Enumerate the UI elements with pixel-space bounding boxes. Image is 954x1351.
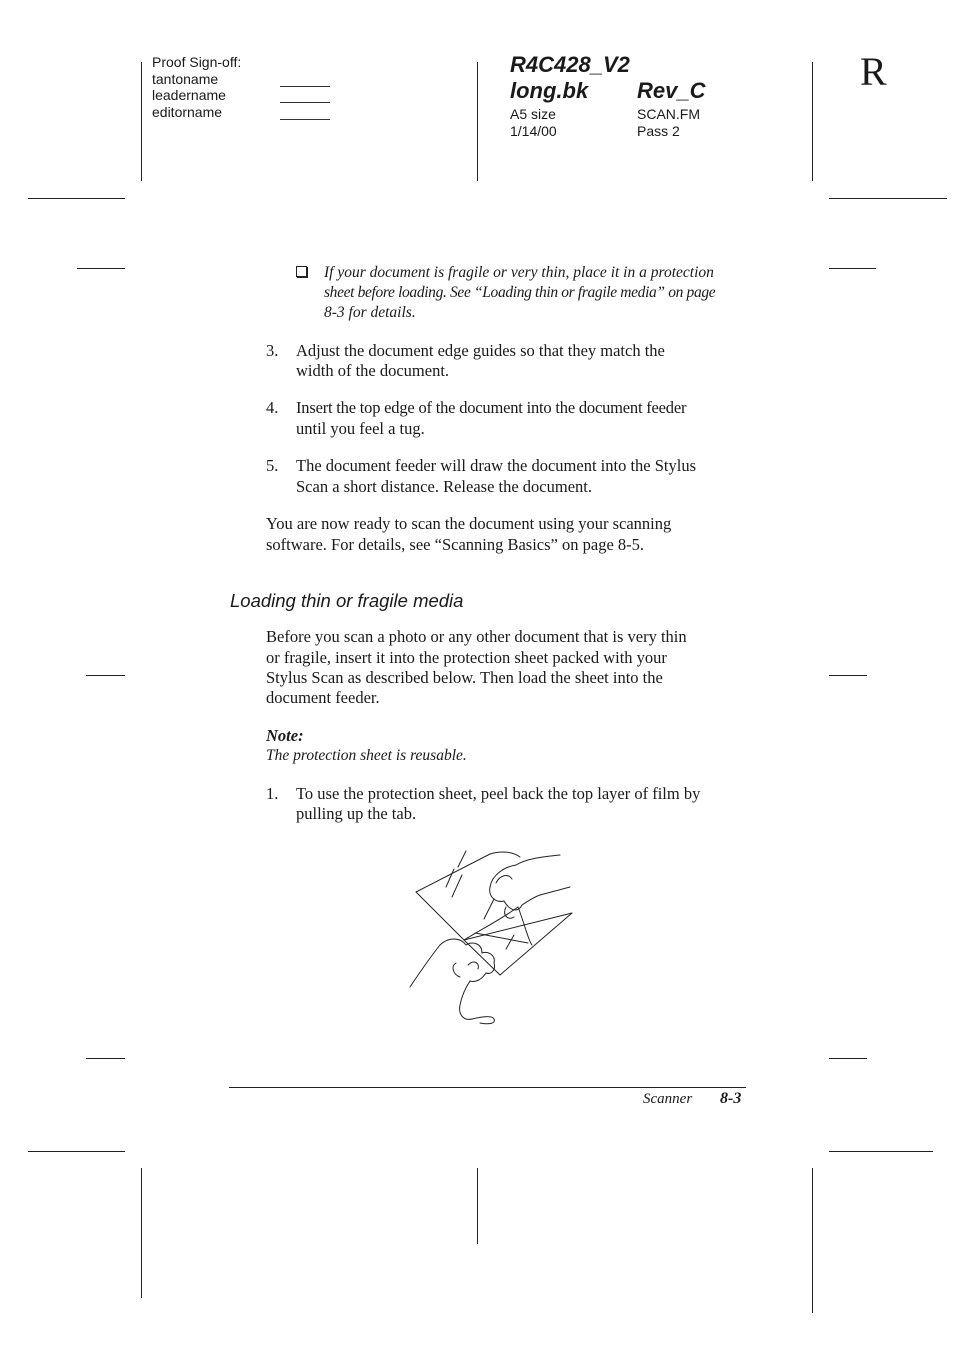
- step-line: Adjust the document edge guides so that they match the: [296, 341, 665, 360]
- step-line: The document feeder will draw the document into the Stylus: [296, 456, 697, 475]
- checkbox-bullet-icon: [296, 266, 307, 277]
- bullet-line: sheet before loading. See “Loading thin or fragile media” on page: [324, 284, 716, 301]
- crop-mark: [477, 62, 478, 181]
- crop-mark: [28, 198, 125, 199]
- doc-file: SCAN.FM: [637, 106, 700, 122]
- step-line: pulling up the tab.: [296, 804, 417, 823]
- section-heading: Loading thin or fragile media: [230, 590, 464, 611]
- crop-mark: [141, 62, 142, 181]
- signoff-line: [280, 86, 330, 87]
- peeling-sheet-illustration: [400, 845, 580, 1030]
- doc-size: A5 size: [510, 106, 556, 122]
- footer-section: Scanner: [643, 1091, 693, 1107]
- body-line: Before you scan a photo or any other document that is very thin: [266, 627, 687, 646]
- body-line: or fragile, insert it into the protection sheet packed with your: [266, 648, 667, 667]
- crop-mark: [829, 198, 947, 199]
- step-line: Scan a short distance. Release the document.: [296, 477, 592, 496]
- crop-mark: [86, 1058, 125, 1059]
- proof-editor: editorname: [152, 103, 223, 120]
- doc-code: R4C428_V2: [510, 52, 630, 77]
- crop-mark: [829, 1151, 933, 1152]
- crop-mark: [141, 1168, 142, 1298]
- crop-mark: [829, 675, 867, 676]
- signoff-line: [280, 119, 330, 120]
- crop-mark: [77, 268, 125, 269]
- proof-label: Proof Sign-off:: [152, 54, 242, 70]
- crop-mark: [812, 62, 813, 181]
- corner-letter: R: [860, 49, 887, 94]
- note-label: Note:: [266, 726, 304, 745]
- step-number: 3.: [266, 341, 279, 360]
- body-line: software. For details, see “Scanning Basics” on page 8-5.: [266, 535, 645, 554]
- step-number: 4.: [266, 398, 279, 417]
- doc-book: long.bk: [510, 78, 589, 103]
- note-text: The protection sheet is reusable.: [266, 747, 467, 764]
- doc-rev: Rev_C: [637, 78, 706, 103]
- proof-signoff: [152, 54, 241, 120]
- page-number: 8-3: [720, 1090, 742, 1107]
- bullet-line: 8-3 for details.: [324, 304, 416, 321]
- body-line: You are now ready to scan the document using your scanning: [266, 514, 672, 533]
- crop-mark: [829, 1058, 867, 1059]
- step-line: To use the protection sheet, peel back the top layer of film by: [296, 784, 701, 803]
- crop-mark: [477, 1168, 478, 1244]
- proof-tanto: tantoname: [152, 70, 219, 87]
- signoff-line: [280, 102, 330, 103]
- body-line: Stylus Scan as described below. Then load the sheet into the: [266, 668, 663, 687]
- crop-mark: [812, 1168, 813, 1313]
- body-line: document feeder.: [266, 688, 380, 707]
- step-line: Insert the top edge of the document into the document feeder: [296, 398, 687, 417]
- bullet-line: If your document is fragile or very thin, place it in a protection: [324, 264, 714, 281]
- step-number: 1.: [266, 784, 279, 803]
- step-line: until you feel a tug.: [296, 419, 425, 438]
- proof-leader: leadername: [152, 87, 226, 103]
- step-line: width of the document.: [296, 361, 450, 380]
- footer-rule: [229, 1087, 746, 1088]
- doc-pass: Pass 2: [637, 123, 680, 139]
- crop-mark: [829, 268, 876, 269]
- doc-date: 1/14/00: [510, 123, 557, 139]
- crop-mark: [28, 1151, 125, 1152]
- crop-mark: [86, 675, 125, 676]
- step-number: 5.: [266, 456, 279, 475]
